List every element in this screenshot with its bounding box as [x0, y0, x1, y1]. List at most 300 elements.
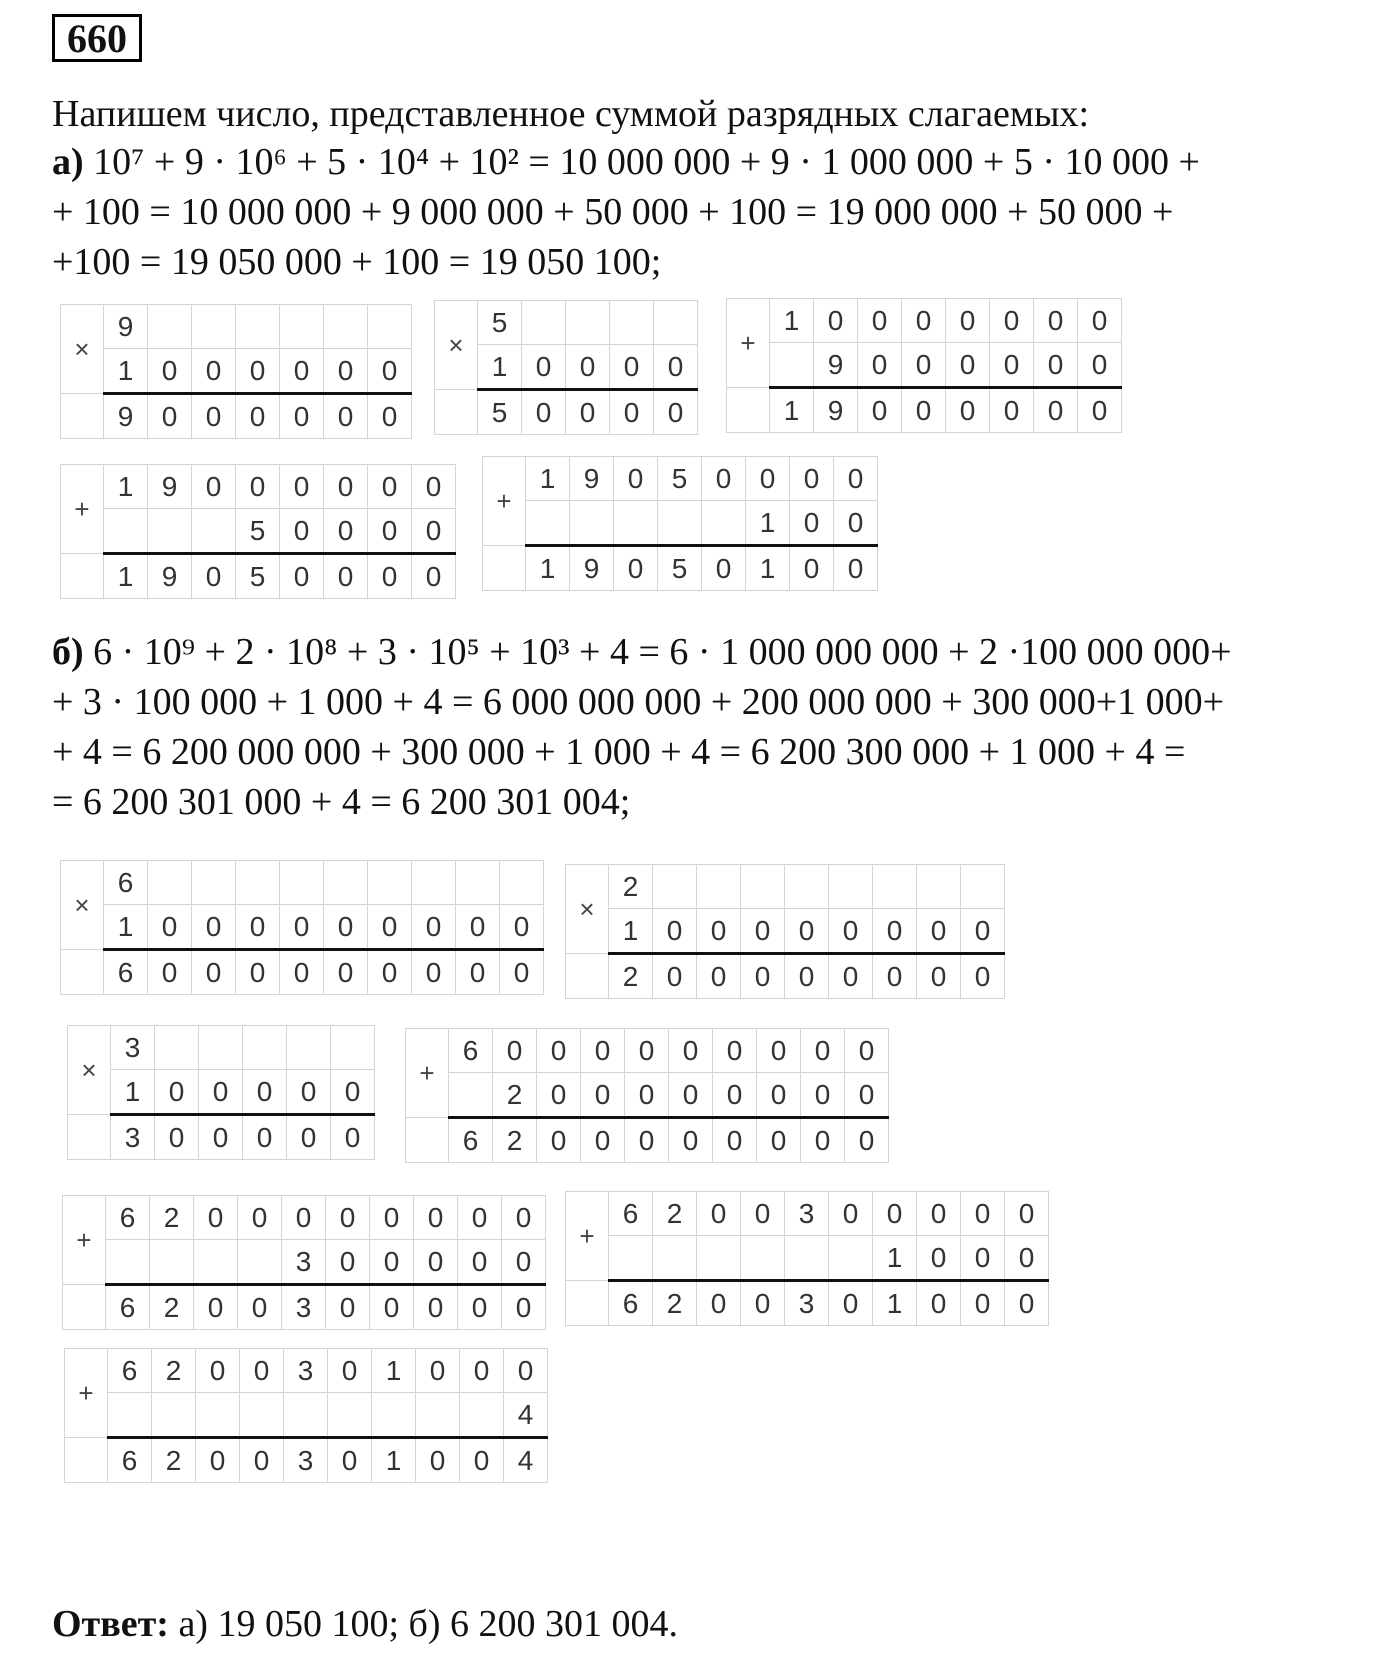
digit-cell: 0 — [412, 465, 456, 509]
digit-cell: 0 — [324, 905, 368, 950]
digit-cell: 0 — [240, 1438, 284, 1483]
digit-cell: 0 — [625, 1029, 669, 1073]
digit-cell: 5 — [478, 301, 522, 345]
calc-row — [566, 1281, 1049, 1326]
digit-cell — [192, 861, 236, 905]
digit-cell: 0 — [669, 1118, 713, 1163]
digit-cell: 0 — [757, 1118, 801, 1163]
digit-cell — [653, 1236, 697, 1281]
digit-cell: 0 — [990, 388, 1034, 433]
digit-cell: 0 — [917, 1192, 961, 1236]
digit-cell: 0 — [713, 1118, 757, 1163]
digit-cell: 0 — [1005, 1281, 1049, 1326]
digit-cell — [148, 861, 192, 905]
calc-blank-cell — [61, 394, 104, 439]
digit-cell: 9 — [104, 394, 148, 439]
digit-cell: 0 — [741, 954, 785, 999]
digit-cell: 0 — [199, 1070, 243, 1115]
digit-cell — [238, 1240, 282, 1285]
digit-cell: 2 — [653, 1192, 697, 1236]
digit-cell: 5 — [658, 457, 702, 501]
digit-cell: 6 — [104, 950, 148, 995]
digit-cell: 0 — [790, 457, 834, 501]
digit-cell — [614, 501, 658, 546]
digit-cell — [368, 861, 412, 905]
digit-cell: 0 — [287, 1070, 331, 1115]
digit-cell: 0 — [702, 457, 746, 501]
calc-row — [727, 299, 1122, 343]
digit-cell — [155, 1026, 199, 1070]
digit-cell: 0 — [368, 394, 412, 439]
part-b-line-4: = 6 200 301 000 + 4 = 6 200 301 004; — [52, 781, 631, 823]
digit-cell: 0 — [236, 905, 280, 950]
digit-cell — [148, 305, 192, 349]
digit-cell: 0 — [537, 1073, 581, 1118]
part-a-line-2: + 100 = 10 000 000 + 9 000 000 + 50 000 + 100 = 19 000 000 + 50 000 + — [52, 191, 1174, 233]
digit-cell: 0 — [280, 465, 324, 509]
digit-cell: 0 — [566, 390, 610, 435]
digit-cell: 0 — [502, 1196, 546, 1240]
digit-cell: 0 — [331, 1070, 375, 1115]
digit-cell: 0 — [280, 950, 324, 995]
digit-cell: 5 — [658, 546, 702, 591]
digit-cell: 0 — [757, 1073, 801, 1118]
digit-cell: 0 — [858, 388, 902, 433]
digit-cell: 0 — [653, 909, 697, 954]
digit-cell: 0 — [917, 1236, 961, 1281]
digit-cell: 0 — [196, 1438, 240, 1483]
digit-cell: 0 — [741, 1281, 785, 1326]
part-b-line-1 — [52, 628, 1352, 676]
column-calc-a5 — [482, 456, 878, 591]
digit-cell: 0 — [801, 1118, 845, 1163]
digit-cell: 0 — [873, 909, 917, 954]
digit-cell: 0 — [148, 905, 192, 950]
digit-cell: 0 — [1034, 299, 1078, 343]
digit-cell: 0 — [790, 546, 834, 591]
calc-row — [68, 1115, 375, 1160]
digit-cell: 1 — [746, 501, 790, 546]
calc-blank-cell — [727, 388, 770, 433]
digit-cell: 0 — [236, 950, 280, 995]
digit-cell: 0 — [917, 954, 961, 999]
digit-cell: 1 — [746, 546, 790, 591]
calc-row — [61, 349, 412, 394]
digit-cell: 0 — [368, 950, 412, 995]
digit-cell — [108, 1393, 152, 1438]
calc-row — [68, 1026, 375, 1070]
digit-cell — [873, 865, 917, 909]
digit-cell: 0 — [243, 1070, 287, 1115]
digit-cell: 0 — [324, 509, 368, 554]
digit-cell: 1 — [104, 554, 148, 599]
digit-cell: 0 — [990, 299, 1034, 343]
calc-blank-cell — [65, 1438, 108, 1483]
digit-cell — [610, 301, 654, 345]
calc-row — [566, 865, 1005, 909]
digit-cell — [500, 861, 544, 905]
digit-cell: 2 — [150, 1196, 194, 1240]
digit-cell: 0 — [456, 905, 500, 950]
column-calc-a1 — [60, 304, 412, 439]
calc-row — [566, 1236, 1049, 1281]
digit-cell — [236, 861, 280, 905]
digit-cell: 0 — [917, 1281, 961, 1326]
digit-cell — [829, 1236, 873, 1281]
digit-cell — [785, 1236, 829, 1281]
digit-cell: 0 — [858, 299, 902, 343]
digit-cell: 0 — [902, 299, 946, 343]
digit-cell: 0 — [946, 299, 990, 343]
plus-sign: + — [727, 299, 770, 388]
calc-row — [566, 954, 1005, 999]
plus-sign: + — [63, 1196, 106, 1285]
problem-number: 660 — [52, 14, 142, 62]
digit-cell: 0 — [961, 1281, 1005, 1326]
digit-cell: 0 — [148, 394, 192, 439]
calc-blank-cell — [406, 1118, 449, 1163]
digit-cell — [416, 1393, 460, 1438]
digit-cell: 3 — [785, 1281, 829, 1326]
digit-cell: 1 — [873, 1281, 917, 1326]
digit-cell: 0 — [829, 909, 873, 954]
digit-cell: 0 — [370, 1285, 414, 1330]
digit-cell: 0 — [238, 1285, 282, 1330]
digit-cell: 1 — [609, 909, 653, 954]
digit-cell — [324, 305, 368, 349]
digit-cell: 2 — [653, 1281, 697, 1326]
digit-cell — [150, 1240, 194, 1285]
digit-cell — [106, 1240, 150, 1285]
column-calc-b1 — [60, 860, 544, 995]
digit-cell: 0 — [1005, 1192, 1049, 1236]
digit-cell: 9 — [148, 554, 192, 599]
digit-cell: 0 — [845, 1118, 889, 1163]
digit-cell: 0 — [834, 546, 878, 591]
calc-row — [63, 1196, 546, 1240]
digit-cell: 0 — [458, 1240, 502, 1285]
digit-cell: 3 — [282, 1285, 326, 1330]
answer-line — [52, 1600, 678, 1648]
digit-cell: 0 — [829, 1281, 873, 1326]
digit-cell: 1 — [104, 465, 148, 509]
digit-cell: 0 — [614, 546, 658, 591]
digit-cell — [243, 1026, 287, 1070]
calc-blank-cell — [566, 1281, 609, 1326]
calc-row — [406, 1073, 889, 1118]
calc-row — [566, 1192, 1049, 1236]
digit-cell: 0 — [522, 345, 566, 390]
digit-cell: 0 — [801, 1073, 845, 1118]
digit-cell — [192, 305, 236, 349]
digit-cell: 0 — [522, 390, 566, 435]
digit-cell: 0 — [192, 950, 236, 995]
digit-cell: 0 — [368, 554, 412, 599]
digit-cell: 0 — [801, 1029, 845, 1073]
column-calc-a4 — [60, 464, 456, 599]
digit-cell — [240, 1393, 284, 1438]
digit-cell: 6 — [609, 1281, 653, 1326]
digit-cell: 0 — [236, 394, 280, 439]
calc-row — [483, 501, 878, 546]
digit-cell: 9 — [570, 546, 614, 591]
digit-cell: 0 — [702, 546, 746, 591]
digit-cell — [566, 301, 610, 345]
digit-cell: 6 — [108, 1438, 152, 1483]
digit-cell: 2 — [609, 954, 653, 999]
digit-cell: 0 — [581, 1118, 625, 1163]
digit-cell: 0 — [192, 465, 236, 509]
column-calc-a3 — [726, 298, 1122, 433]
digit-cell: 1 — [770, 299, 814, 343]
digit-cell: 9 — [104, 305, 148, 349]
digit-cell: 0 — [581, 1073, 625, 1118]
column-calc-b7 — [64, 1348, 548, 1483]
calc-row — [65, 1438, 548, 1483]
digit-cell: 0 — [1078, 388, 1122, 433]
digit-cell: 1 — [526, 546, 570, 591]
digit-cell: 0 — [653, 954, 697, 999]
digit-cell: 0 — [741, 909, 785, 954]
digit-cell: 0 — [236, 349, 280, 394]
calc-row — [61, 394, 412, 439]
digit-cell: 0 — [324, 349, 368, 394]
digit-cell: 0 — [1078, 343, 1122, 388]
digit-cell: 0 — [961, 909, 1005, 954]
digit-cell: 0 — [669, 1073, 713, 1118]
digit-cell: 0 — [412, 554, 456, 599]
digit-cell: 0 — [148, 950, 192, 995]
digit-cell: 0 — [961, 1192, 1005, 1236]
digit-cell: 0 — [537, 1118, 581, 1163]
digit-cell: 2 — [150, 1285, 194, 1330]
digit-cell: 0 — [155, 1115, 199, 1160]
digit-cell: 0 — [902, 388, 946, 433]
digit-cell: 0 — [845, 1073, 889, 1118]
digit-cell — [287, 1026, 331, 1070]
digit-cell: 2 — [493, 1073, 537, 1118]
digit-cell: 0 — [785, 954, 829, 999]
digit-cell: 0 — [192, 905, 236, 950]
digit-cell: 0 — [873, 1192, 917, 1236]
digit-cell: 0 — [502, 1240, 546, 1285]
digit-cell: 0 — [697, 909, 741, 954]
plus-sign: + — [65, 1349, 108, 1438]
multiply-sign: × — [61, 305, 104, 394]
digit-cell: 3 — [284, 1438, 328, 1483]
digit-cell: 0 — [326, 1196, 370, 1240]
digit-cell: 0 — [148, 349, 192, 394]
digit-cell: 0 — [412, 905, 456, 950]
digit-cell: 0 — [713, 1073, 757, 1118]
digit-cell: 0 — [741, 1192, 785, 1236]
digit-cell — [658, 501, 702, 546]
calc-row — [61, 554, 456, 599]
digit-cell: 0 — [834, 501, 878, 546]
digit-cell: 0 — [669, 1029, 713, 1073]
digit-cell — [280, 861, 324, 905]
digit-cell: 0 — [196, 1349, 240, 1393]
digit-cell: 0 — [368, 349, 412, 394]
digit-cell — [697, 865, 741, 909]
digit-cell — [284, 1393, 328, 1438]
calc-row — [68, 1070, 375, 1115]
digit-cell: 0 — [654, 345, 698, 390]
digit-cell: 0 — [625, 1118, 669, 1163]
part-a-line-1 — [52, 138, 1352, 186]
digit-cell: 2 — [493, 1118, 537, 1163]
digit-cell: 0 — [500, 950, 544, 995]
digit-cell — [522, 301, 566, 345]
digit-cell: 0 — [581, 1029, 625, 1073]
digit-cell: 5 — [236, 509, 280, 554]
digit-cell: 0 — [458, 1285, 502, 1330]
digit-cell: 0 — [785, 909, 829, 954]
digit-cell — [199, 1026, 243, 1070]
calc-blank-cell — [483, 546, 526, 591]
digit-cell: 6 — [108, 1349, 152, 1393]
calc-row — [61, 465, 456, 509]
digit-cell: 4 — [504, 1438, 548, 1483]
digit-cell: 0 — [504, 1349, 548, 1393]
calc-blank-cell — [61, 554, 104, 599]
digit-cell — [654, 301, 698, 345]
part-a-text-1: 10⁷ + 9 · 10⁶ + 5 · 10⁴ + 10² = 10 000 000 + 9 · 1 000 000 + 5 · 10 000 + — [93, 141, 1200, 183]
digit-cell: 0 — [414, 1196, 458, 1240]
digit-cell: 0 — [280, 905, 324, 950]
digit-cell: 0 — [502, 1285, 546, 1330]
digit-cell: 0 — [1078, 299, 1122, 343]
digit-cell: 0 — [236, 465, 280, 509]
calc-row — [65, 1393, 548, 1438]
digit-cell: 0 — [814, 299, 858, 343]
multiply-sign: × — [435, 301, 478, 390]
digit-cell: 0 — [324, 950, 368, 995]
digit-cell: 0 — [614, 457, 658, 501]
digit-cell — [785, 865, 829, 909]
calc-row — [61, 950, 544, 995]
digit-cell: 6 — [609, 1192, 653, 1236]
calc-row — [483, 546, 878, 591]
digit-cell: 1 — [770, 388, 814, 433]
digit-cell — [697, 1236, 741, 1281]
calc-blank-cell — [63, 1285, 106, 1330]
digit-cell: 0 — [416, 1349, 460, 1393]
digit-cell — [961, 865, 1005, 909]
digit-cell: 0 — [961, 1236, 1005, 1281]
digit-cell: 0 — [368, 465, 412, 509]
digit-cell: 0 — [243, 1115, 287, 1160]
digit-cell: 0 — [946, 343, 990, 388]
digit-cell: 0 — [370, 1240, 414, 1285]
digit-cell: 4 — [504, 1393, 548, 1438]
digit-cell: 5 — [478, 390, 522, 435]
digit-cell: 0 — [368, 905, 412, 950]
digit-cell: 9 — [814, 388, 858, 433]
digit-cell: 0 — [625, 1073, 669, 1118]
digit-cell: 0 — [326, 1285, 370, 1330]
digit-cell: 0 — [1034, 388, 1078, 433]
calc-row — [63, 1285, 546, 1330]
digit-cell: 0 — [412, 509, 456, 554]
calc-row — [61, 861, 544, 905]
digit-cell: 0 — [845, 1029, 889, 1073]
digit-cell: 0 — [414, 1240, 458, 1285]
calc-row — [61, 305, 412, 349]
digit-cell: 0 — [654, 390, 698, 435]
calc-row — [61, 509, 456, 554]
digit-cell: 0 — [537, 1029, 581, 1073]
digit-cell: 0 — [917, 909, 961, 954]
digit-cell: 3 — [111, 1115, 155, 1160]
digit-cell: 1 — [873, 1236, 917, 1281]
digit-cell: 0 — [858, 343, 902, 388]
digit-cell: 2 — [152, 1349, 196, 1393]
digit-cell: 0 — [961, 954, 1005, 999]
digit-cell: 0 — [192, 349, 236, 394]
digit-cell: 0 — [192, 394, 236, 439]
digit-cell: 0 — [757, 1029, 801, 1073]
column-calc-b4 — [405, 1028, 889, 1163]
calc-blank-cell — [61, 950, 104, 995]
column-calc-b5 — [62, 1195, 546, 1330]
digit-cell: 3 — [282, 1240, 326, 1285]
digit-cell: 0 — [746, 457, 790, 501]
part-b-line-3: + 4 = 6 200 000 000 + 300 000 + 1 000 + 4 = 6 200 300 000 + 1 000 + 4 = — [52, 731, 1186, 773]
calc-row — [61, 905, 544, 950]
digit-cell: 5 — [236, 554, 280, 599]
calc-blank-cell — [435, 390, 478, 435]
digit-cell — [653, 865, 697, 909]
part-b-line-2: + 3 · 100 000 + 1 000 + 4 = 6 000 000 000 + 200 000 000 + 300 000+1 000+ — [52, 681, 1225, 723]
digit-cell — [702, 501, 746, 546]
digit-cell: 1 — [372, 1438, 416, 1483]
calc-blank-cell — [566, 954, 609, 999]
digit-cell: 0 — [280, 554, 324, 599]
digit-cell: 0 — [280, 349, 324, 394]
digit-cell: 0 — [331, 1115, 375, 1160]
digit-cell: 0 — [155, 1070, 199, 1115]
digit-cell: 0 — [500, 905, 544, 950]
plus-sign: + — [483, 457, 526, 546]
digit-cell: 0 — [192, 554, 236, 599]
calc-row — [483, 457, 878, 501]
digit-cell: 0 — [328, 1438, 372, 1483]
digit-cell: 0 — [324, 394, 368, 439]
part-a-line-3: +100 = 19 050 000 + 100 = 19 050 100; — [52, 241, 662, 283]
digit-cell — [328, 1393, 372, 1438]
part-b-text-1: 6 · 10⁹ + 2 · 10⁸ + 3 · 10⁵ + 10³ + 4 = 6 · 1 000 000 000 + 2 ·100 000 000+ — [93, 631, 1232, 673]
digit-cell: 0 — [460, 1438, 504, 1483]
digit-cell: 0 — [282, 1196, 326, 1240]
calc-row — [435, 390, 698, 435]
digit-cell — [152, 1393, 196, 1438]
digit-cell — [368, 305, 412, 349]
digit-cell: 0 — [697, 1192, 741, 1236]
calc-row — [435, 301, 698, 345]
digit-cell — [570, 501, 614, 546]
multiply-sign: × — [61, 861, 104, 950]
digit-cell: 2 — [152, 1438, 196, 1483]
digit-cell: 6 — [106, 1285, 150, 1330]
plus-sign: + — [61, 465, 104, 554]
digit-cell — [331, 1026, 375, 1070]
digit-cell: 0 — [566, 345, 610, 390]
digit-cell: 0 — [414, 1285, 458, 1330]
digit-cell: 1 — [372, 1349, 416, 1393]
digit-cell — [456, 861, 500, 905]
column-calc-b3 — [67, 1025, 375, 1160]
